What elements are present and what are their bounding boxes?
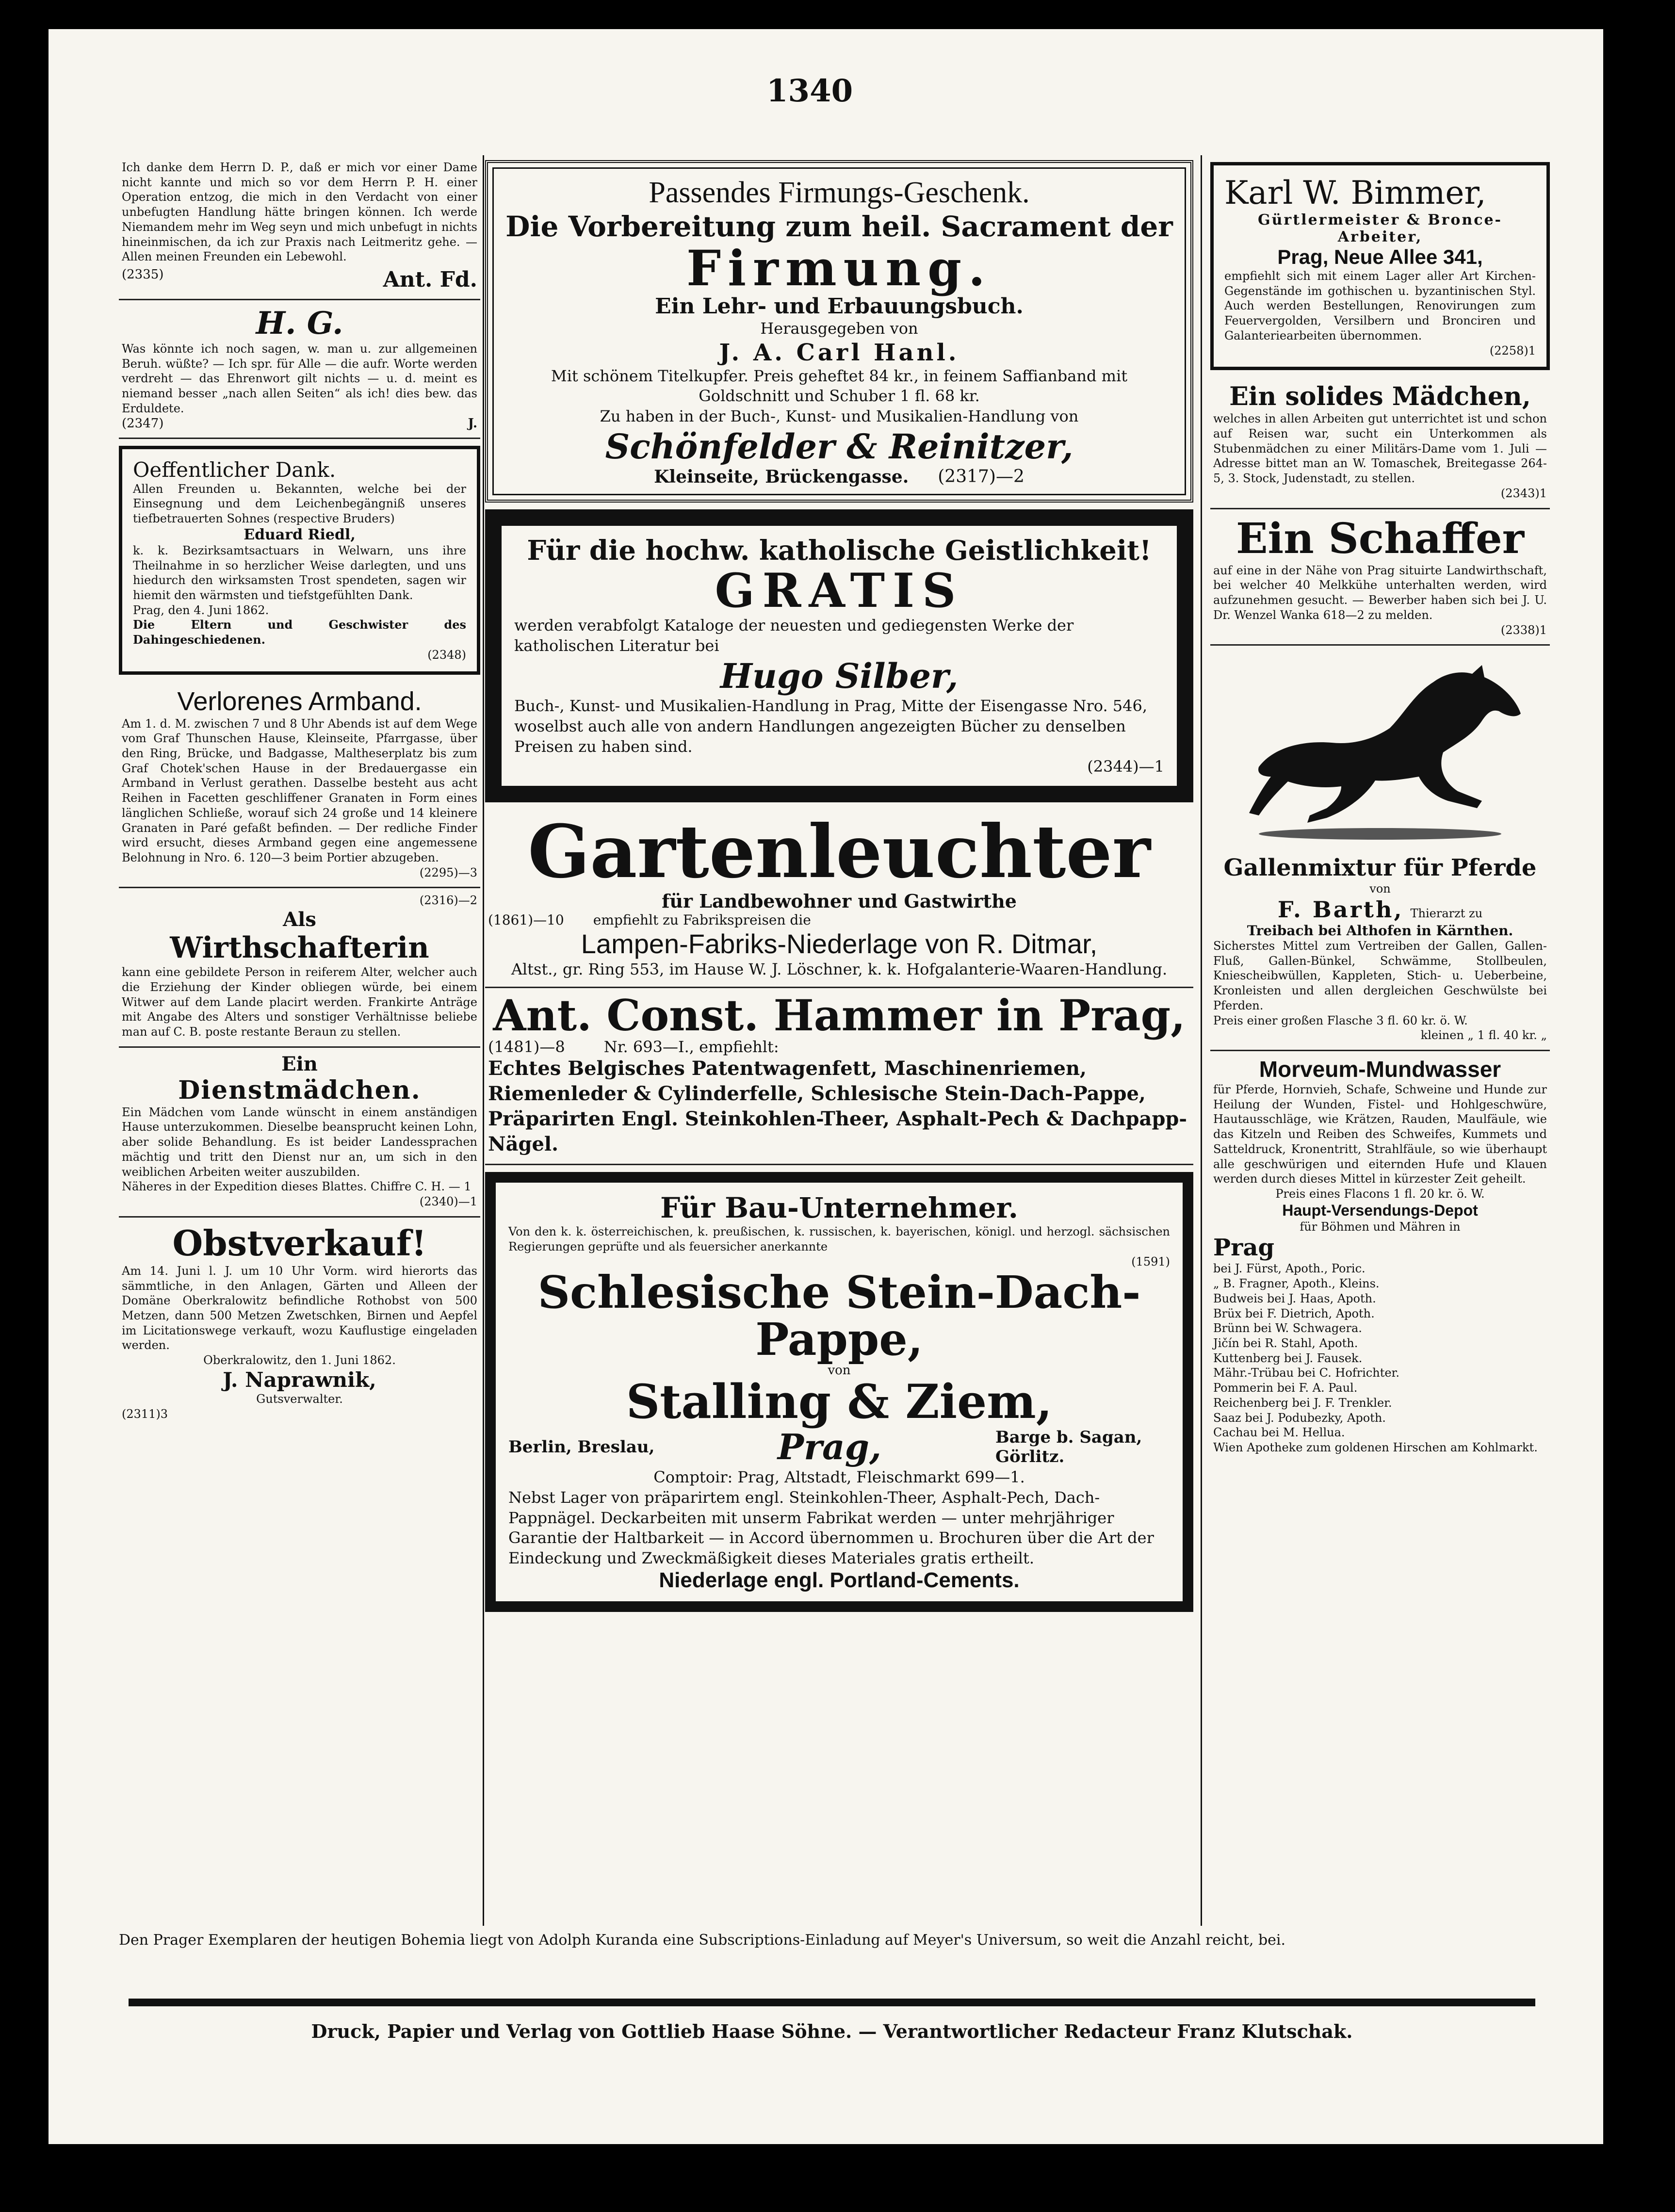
ad-text-2: k. k. Bezirksamtsactuars in Welwarn, uns ihre Theilnahme in so herzlicher Weise darlegten, und uns hiedurch den wirksamsten Trost spendeten, sagen wir hiemit den wärmsten und tiefstgefühlten Dank. — [133, 543, 466, 602]
ad-subtitle: Gürtlermeister & Bronce-Arbeiter, — [1257, 211, 1502, 245]
ad-solid-girl — [1210, 377, 1550, 509]
ad-firm: Stalling & Ziem, — [626, 1374, 1053, 1429]
ad-signature: Die Eltern und Geschwister des Dahingeschiedenen. — [133, 618, 466, 647]
ad-hg — [119, 300, 480, 439]
agent-item: Brüx bei F. Dietrich, Apoth. — [1213, 1306, 1375, 1320]
supplement-note: Den Prager Exemplaren der heutigen Bohemia liegt von Adolph Kuranda eine Subscriptions-Einladung auf Meyer's Universum, so weit die Anzahl reicht, bei. — [119, 1932, 1286, 1949]
ad-role: Thierarzt zu — [1410, 906, 1483, 920]
ad-depot-2: für Böhmen und Mähren in — [1300, 1220, 1461, 1234]
ad-lost-bracelet — [119, 682, 480, 889]
ad-comptoir: Comptoir: Prag, Altstadt, Fleischmarkt 699—1. — [653, 1468, 1025, 1487]
ad-depot: Haupt-Versendungs-Depot — [1282, 1201, 1478, 1219]
column-divider — [483, 155, 484, 1926]
ad-author: J. A. Carl Hanl. — [719, 339, 959, 366]
agent-item: Jičín bei R. Stahl, Apoth. — [1213, 1336, 1358, 1350]
agent-item: Kuttenberg bei J. Fausek. — [1213, 1351, 1363, 1365]
ad-city: Prag, — [777, 1426, 882, 1468]
ad-title: Wirthschafterin — [170, 931, 429, 965]
ad-code: (2340)—1 — [419, 1195, 477, 1209]
ad-big-title: Schlesische Stein-Dach-Pappe, — [537, 1266, 1141, 1366]
ad-avail: Zu haben in der Buch-, Kunst- und Musikalien-Handlung von — [600, 407, 1079, 425]
horse-icon — [1230, 655, 1530, 849]
ad-code: (2348) — [427, 648, 466, 662]
ad-fruit-sale — [119, 1218, 480, 1428]
ad-price-2: kleinen „ 1 fl. 40 kr. „ — [1420, 1028, 1547, 1042]
ad-code: (2317)—2 — [938, 467, 1025, 487]
imprint: Druck, Papier und Verlag von Gottlieb Haase Söhne. — Verantwortlicher Redacteur Franz Klutschak. — [311, 2020, 1353, 2042]
ad-pre: empfiehlt zu Fabrikspreisen die — [593, 912, 811, 928]
ad-code: (2344)—1 — [1087, 757, 1164, 776]
ad-desc: Ein Lehr- und Erbauungsbuch. — [655, 294, 1024, 319]
ad-text: Mit schönem Titelkupfer. Preis geheftet 84 kr., in feinem Saffianband mit Goldschnitt und Schuber 1 fl. 68 kr. — [551, 366, 1128, 406]
ad-cities-right: Barge b. Sagan, Görlitz. — [995, 1427, 1142, 1466]
ad-text: Echtes Belgisches Patentwagenfett, Maschinenriemen, Riemenleder & Cylinderfelle, Schlesische Stein-Dach-Pappe, Präparirten Engl. Steinkohlen-Theer, Asphalt-Pech & Dachpapp-Nägel. — [488, 1057, 1187, 1156]
ad-gratis-catalogue — [485, 509, 1193, 802]
middle-column — [485, 155, 1193, 1619]
ad-address: Altst., gr. Ring 553, im Hause W. J. Löschner, k. k. Hofgalanterie-Waaren-Handlung. — [511, 960, 1168, 979]
ad-big-title: Firmung. — [686, 240, 992, 297]
ad-roofing-felt — [485, 1172, 1193, 1612]
page-number: 1340 — [766, 73, 853, 109]
ad-bimmer — [1210, 162, 1550, 370]
ad-code: (1481)—8 — [488, 1038, 565, 1057]
agent-item: Wien Apotheke zum goldenen Hirschen am Kohlmarkt. — [1213, 1441, 1538, 1455]
ad-title: Morveum-Mundwasser — [1259, 1056, 1501, 1082]
agent-item: Brünn bei W. Schwagera. — [1213, 1321, 1362, 1335]
ad-code: (2311)3 — [122, 1407, 168, 1421]
ad-maid — [119, 1048, 480, 1218]
ad-by: Herausgegeben von — [760, 319, 918, 338]
ad-title: Karl W. Bimmer, — [1224, 174, 1486, 211]
ad-signature: J. — [468, 416, 477, 431]
ad-name: F. Barth, — [1277, 896, 1404, 923]
ad-text: Am 1. d. M. zwischen 7 und 8 Uhr Abends ist auf dem Wege vom Graf Thunschen Hause, Kleinseite, Pfarrgasse, über den Ring, Brücke, und Badgasse, Maltheserplatz bis zum Graf Chotek'schen Hause in der Bredauergasse ein Armband in Verlust gerathen. Dasselbe besteht aus acht Reihen in Facetten geschliffener Granaten in Form eines länglichen Schließe, worauf sich 24 große und 14 kleinere Granaten in Paré gefaßt befinden. — Der redliche Finder wird ersucht, dieses Armband gegen eine angemessene Belohnung in Nro. 6. 120—3 beim Portier abzugeben. — [122, 716, 477, 864]
ad-by: von — [1369, 882, 1391, 896]
ad-agents — [1213, 1261, 1547, 1455]
ad-text-2: Buch-, Kunst- und Musikalien-Handlung in Prag, Mitte der Eisengasse Nro. 546, woselbst auch alle von andern Handlungen angezeigten Bücher zu denselben Preisen zu haben sind. — [514, 697, 1148, 756]
agent-item: Mähr.-Trübau bei C. Hofrichter. — [1213, 1366, 1400, 1380]
ad-thanks-dp — [119, 155, 480, 300]
ad-title: H. G. — [256, 305, 343, 342]
ad-housekeeper — [119, 888, 480, 1047]
ad-firm: Lampen-Fabriks-Niederlage von R. Ditmar, — [581, 928, 1098, 960]
ad-public-thanks — [119, 446, 480, 675]
ad-code: (1591) — [1131, 1254, 1170, 1269]
ad-text: Allen Freunden u. Bekannten, welche bei der Einsegnung und dem Leichenbegängniß unseres tiefbetrauerten Sohnes (respective Bruders) — [133, 482, 466, 526]
ad-steward — [1210, 509, 1550, 646]
ad-text: werden verabfolgt Kataloge der neuesten und gediegensten Werke der katholischen Literatur bei — [514, 616, 1074, 655]
ad-address: Prag, Neue Allee 341, — [1277, 245, 1483, 268]
agent-item: bei J. Fürst, Apoth., Poric. — [1213, 1262, 1366, 1276]
ad-title: Passendes Firmungs-Geschenk. — [649, 176, 1030, 209]
ad-address: Kleinseite, Brückengasse. — [654, 467, 909, 488]
ad-text: auf eine in der Nähe von Prag situirte Landwirthschaft, bei welcher 40 Melkkühe unterhalten werden, wird aufzunehmen gesucht. — Bewerber haben sich bei J. U. Dr. Wenzel Wanka 618—2 zu melden. — [1213, 563, 1547, 622]
ad-date: Prag, den 4. Juni 1862. — [133, 603, 269, 617]
ad-code: (2258)1 — [1489, 343, 1536, 358]
ad-subtitle: Die Vorbereitung zum heil. Sacrament der — [505, 210, 1173, 243]
ad-place: Treibach bei Althofen in Kärnthen. — [1247, 922, 1513, 939]
ad-text: welches in allen Arbeiten gut unterrichtet ist und schon auf Reisen war, sucht ein Unterkommen als Stubenmädchen zu einer Militärs-Dame vom 1. Juli — Adresse bittet man an W. Tomaschek, Breitegasse 264-5, 3. Stock, Judenstadt, zu stellen. — [1213, 412, 1547, 486]
agent-item: Reichenberg bei J. F. Trenkler. — [1213, 1396, 1392, 1410]
agent-item: Pommerin bei F. A. Paul. — [1213, 1381, 1358, 1395]
ad-garden-lamps — [485, 809, 1193, 988]
ad-price-1: Preis einer großen Flasche 3 fl. 60 kr. ö. W. — [1213, 1013, 1468, 1027]
ad-signature: J. Naprawnik, — [223, 1367, 376, 1392]
ad-code: (2335) — [122, 267, 164, 282]
agent-item: Cachau bei M. Hellua. — [1213, 1426, 1345, 1440]
ad-text: Was könnte ich noch sagen, w. man u. zur allgemeinen Beruh. wüßte? — Ich spr. für Alle — die aufr. Worte werden verdreht — das Ehrenwort gilt nichts — u. d. meint es niemand besser „nach allen Seiten“ als ich! dies bew. das Erduldete. — [122, 342, 477, 415]
ad-code: (2343)1 — [1500, 486, 1547, 500]
ad-title: Ein Schaffer — [1236, 514, 1525, 563]
ad-title: Obstverkauf! — [172, 1222, 427, 1264]
deceased-name: Eduard Riedl, — [244, 526, 356, 543]
ad-cities-left: Berlin, Breslau, — [508, 1437, 655, 1457]
ad-text: Sicherstes Mittel zum Vertreiben der Gallen, Gallen-Fluß, Gallen-Bünkel, Schwämme, Stollbeulen, Kniescheibwüllen, Kappleten, Stich- u. Ueberbeine, Kronleisten und allen dergleichen Geschwülste bei Pferden. — [1213, 939, 1547, 1012]
ad-title: Oeffentlicher Dank. — [133, 457, 336, 482]
ad-code: (2316)—2 — [419, 894, 477, 908]
ad-code: (2347) — [122, 416, 164, 431]
ad-role: Gutsverwalter. — [256, 1392, 343, 1406]
ad-text: kann eine gebildete Person in reiferem Alter, welcher auch die Erziehung der Kinder obliegen würde, bei einem Witwer auf dem Lande placirt werden. Frankirte Anträge mit Angabe des Alters und sonstiger Verhältnisse beliebe man auf C. B. poste restante Beraun zu stellen. — [122, 965, 477, 1039]
ad-subtitle: für Landbewohner und Gastwirthe — [662, 890, 1017, 912]
ad-big-title: Ant. Const. Hammer in Prag, — [493, 990, 1186, 1041]
column-divider — [1201, 155, 1202, 1926]
ad-text: Ein Mädchen vom Lande wünscht in einem anständigen Hause unterzukommen. Dieselbe beansprucht keinen Lohn, aber solide Behandlung. Es ist beider Landessprachen mächtig und tritt den Dienst nur an, um sich in den weiblichen Arbeiten weiter auszubilden. — [122, 1105, 477, 1179]
ad-code: (1861)—10 — [488, 912, 564, 928]
agent-item: „ B. Fragner, Apoth., Kleins. — [1213, 1277, 1380, 1291]
ad-big-title: Gartenleuchter — [528, 809, 1151, 895]
ad-text: für Pferde, Hornvieh, Schafe, Schweine und Hunde zur Heilung der Wunden, Fistel- und Hohlgeschwüre, Hautausschläge, wie Krätzen, Rauden, Maulfäule, wie das Kitzeln und Reiben des Schweifes, Kummets und Satteldruck, Kronentritt, Strahlfäule, so wie überhaupt alle geschwürigen und eiternden Hufe und Klauen werden durch dieses Mittel in kürzester Zeit geheilt. — [1213, 1082, 1547, 1186]
ad-footer: Niederlage engl. Portland-Cements. — [659, 1568, 1020, 1593]
ad-price: Preis eines Flacons 1 fl. 20 kr. ö. W. — [1275, 1187, 1485, 1201]
ad-text: empfiehlt sich mit einem Lager aller Art Kirchen-Gegenstände im gothischen u. byzantinischen Styl. Auch werden Bestellungen, Renovirungen zum Feuervergolden, Versilbern und Bronciren und Galanteriearbeiten übernommen. — [1224, 269, 1536, 342]
ad-title: Für Bau-Unternehmer. — [660, 1191, 1018, 1225]
ad-title: Ein solides Mädchen, — [1229, 382, 1531, 412]
ad-title: Gallenmixtur für Pferde — [1223, 854, 1537, 882]
ad-hammer — [485, 988, 1193, 1165]
ad-code: (2338)1 — [1500, 623, 1547, 637]
ad-text-2: Nebst Lager von präparirtem engl. Steinkohlen-Theer, Asphalt-Pech, Dach-Pappnägel. Deckarbeiten mit unserm Fabrikat werden — unter mehrjähriger Garantie der Haltbarkeit — in Accord übernommen u. Brochuren über die Art der Eindeckung und Zweckmäßigkeit dieses Materiales gratis ertheilt. — [508, 1488, 1154, 1567]
ad-code: (2295)—3 — [419, 865, 477, 879]
agent-item: Saaz bei J. Podubezky, Apoth. — [1213, 1411, 1386, 1425]
ad-city: Prag — [1213, 1234, 1275, 1262]
right-column — [1210, 155, 1550, 1462]
ad-signature: Ant. Fd. — [383, 267, 477, 293]
ad-firm: Schönfelder & Reinitzer, — [605, 426, 1073, 467]
ad-von: von — [828, 1363, 851, 1378]
ad-horse-medicine — [1210, 646, 1550, 1051]
ad-big-title: GRATIS — [715, 563, 964, 618]
ad-pre: Als — [283, 908, 316, 931]
left-column — [119, 155, 480, 1428]
ad-date: Oberkralowitz, den 1. Juni 1862. — [203, 1353, 396, 1367]
ad-title: Für die hochw. katholische Geistlichkeit! — [527, 535, 1152, 567]
ad-title: Verlorenes Armband. — [177, 686, 422, 716]
ad-text: Ich danke dem Herrn D. P., daß er mich vor einer Dame nicht kannte und mich so vor dem Herrn P. H. einer Operation entzog, die mich in den Verdacht von einer unbefugten Handlung hätte bringen können. Ich werde Niemandem mehr im Weg seyn und mich unbefugt in nichts hineinmischen, da ich zur Praxis nach Leitmeritz gehe. — Allen meinen Freunden ein Lebewohl. — [122, 161, 477, 264]
ad-confirmation-book — [485, 160, 1193, 503]
ad-number: Nr. 693—I., empfiehlt: — [603, 1038, 779, 1057]
ad-firm: Hugo Silber, — [720, 656, 959, 697]
ad-pre: Ein — [281, 1052, 318, 1075]
ad-text-2: Näheres in der Expedition dieses Blattes. Chiffre C. H. — 1 — [122, 1180, 472, 1194]
ad-text: Am 14. Juni l. J. um 10 Uhr Vorm. wird hierorts das sämmtliche, in den Anlagen, Gärten und Alleen der Domäne Oberkralowitz befindliche Rothobst von 500 Metzen, dann 500 Metzen Zwetschken, Birnen und Aepfel im Licitationswege verkauft, wozu Kauflustige eingeladen werden. — [122, 1264, 477, 1352]
ad-text: Von den k. k. österreichischen, k. preußischen, k. russischen, k. bayerischen, königl. und herzogl. sächsischen Regierungen geprüfte und als feuersicher anerkannte — [508, 1225, 1170, 1253]
agent-item: Budweis bei J. Haas, Apoth. — [1213, 1291, 1376, 1305]
footer-rule — [129, 1999, 1535, 2006]
ad-morveum — [1210, 1051, 1550, 1462]
ad-title: Dienstmädchen. — [178, 1075, 421, 1105]
